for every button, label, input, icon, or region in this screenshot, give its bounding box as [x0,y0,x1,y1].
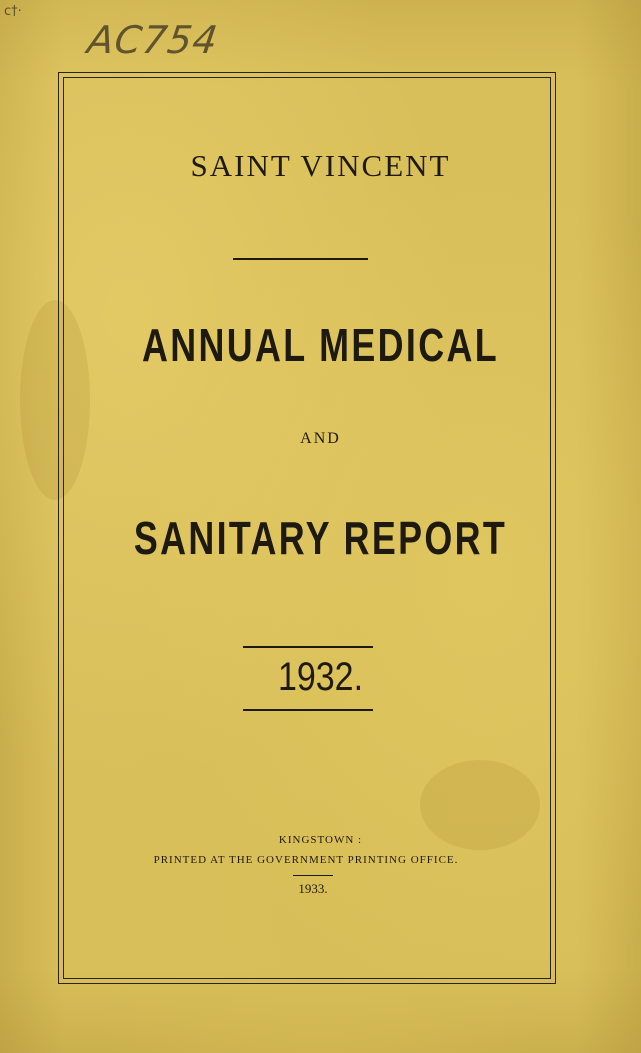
report-title-line-2: SANITARY REPORT [133,512,508,564]
corner-ink-mark: c†· [4,4,22,19]
title-conjunction: AND [300,430,341,447]
imprint-printer: PRINTED AT THE GOVERNMENT PRINTING OFFICE. [153,854,459,866]
imprint-place: KINGSTOWN : [278,834,363,846]
year-rule-top [243,646,373,648]
report-title-line-1: ANNUAL MEDICAL [142,319,499,371]
place-title: SAINT VINCENT [190,148,451,183]
year-rule-bottom [243,709,373,711]
divider-rule [233,258,368,260]
imprint-year: 1933. [298,881,328,896]
imprint-rule [293,875,333,876]
report-year: 1932. [277,655,364,699]
handwritten-call-number: AC754 [84,18,222,62]
